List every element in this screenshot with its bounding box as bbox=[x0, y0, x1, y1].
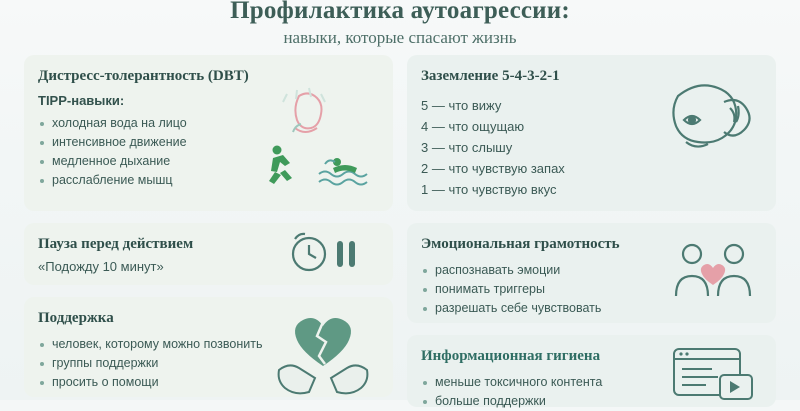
card-information-hygiene bbox=[407, 335, 776, 407]
hands-holding-broken-heart-icon bbox=[271, 312, 375, 398]
clock-pause-icon bbox=[285, 231, 377, 277]
list-item: 4 — что ощущаю bbox=[421, 119, 525, 134]
list-item: 1 — что чувствую вкус bbox=[421, 182, 557, 197]
page-title: Профилактика аутоагрессии: bbox=[230, 0, 570, 24]
card-body bbox=[38, 235, 276, 274]
card-body bbox=[38, 67, 276, 190]
list-item: разрешать себе чувствовать bbox=[421, 299, 671, 318]
list-item: группы поддержки bbox=[38, 354, 288, 373]
stressed-person-running-swimming-icon bbox=[263, 88, 383, 184]
card-pause-before-action bbox=[24, 223, 393, 285]
list-item: больше поддержки bbox=[421, 392, 671, 411]
header bbox=[0, 0, 800, 48]
list-item: человек, которому можно позвонить bbox=[38, 335, 288, 354]
card-quote: «Подожду 10 минут» bbox=[38, 259, 164, 274]
card-support bbox=[24, 297, 393, 397]
list-item: расслабление мышц bbox=[38, 171, 276, 190]
left-column bbox=[24, 55, 393, 407]
page-subtitle: навыки, которые спасают жизнь bbox=[283, 28, 517, 47]
list-item: интенсивное движение bbox=[38, 133, 276, 152]
steps-list bbox=[421, 95, 671, 200]
card-title: Заземление 5-4-3-2-1 bbox=[421, 68, 560, 84]
right-column bbox=[407, 55, 776, 407]
card-emotional-literacy bbox=[407, 223, 776, 323]
list-item: 5 — что вижу bbox=[421, 98, 502, 113]
bullet-list bbox=[421, 261, 671, 318]
two-people-heart-icon bbox=[668, 236, 760, 310]
list-item: просить о помощи bbox=[38, 373, 288, 392]
card-lead: TIPP-навыки: bbox=[38, 93, 125, 108]
browser-window-media-icon bbox=[668, 345, 760, 409]
list-item: 2 — что чувствую запах bbox=[421, 161, 565, 176]
card-title: Поддержка bbox=[38, 310, 114, 326]
card-grounding bbox=[407, 55, 776, 211]
list-item: медленное дыхание bbox=[38, 152, 276, 171]
list-item: понимать триггеры bbox=[421, 280, 671, 299]
card-body bbox=[421, 67, 671, 200]
list-item: холодная вода на лицо bbox=[38, 114, 276, 133]
card-body bbox=[38, 309, 288, 392]
face-eye-brain-icon bbox=[664, 76, 764, 166]
list-item: 3 — что слышу bbox=[421, 140, 513, 155]
card-body bbox=[421, 235, 671, 318]
card-title: Пауза перед действием bbox=[38, 236, 194, 252]
card-title: Информационная гигиена bbox=[421, 348, 601, 364]
list-item: меньше токсичного контента bbox=[421, 373, 671, 392]
card-distress-tolerance bbox=[24, 55, 393, 211]
content-columns bbox=[0, 55, 800, 407]
list-item: распознавать эмоции bbox=[421, 261, 671, 280]
bullet-list bbox=[38, 114, 276, 190]
card-title: Дистресс-толерантность (DBT) bbox=[38, 68, 249, 84]
card-title: Эмоциональная грамотность bbox=[421, 236, 620, 252]
bullet-list bbox=[421, 373, 671, 411]
card-body bbox=[421, 347, 671, 411]
bullet-list bbox=[38, 335, 288, 392]
